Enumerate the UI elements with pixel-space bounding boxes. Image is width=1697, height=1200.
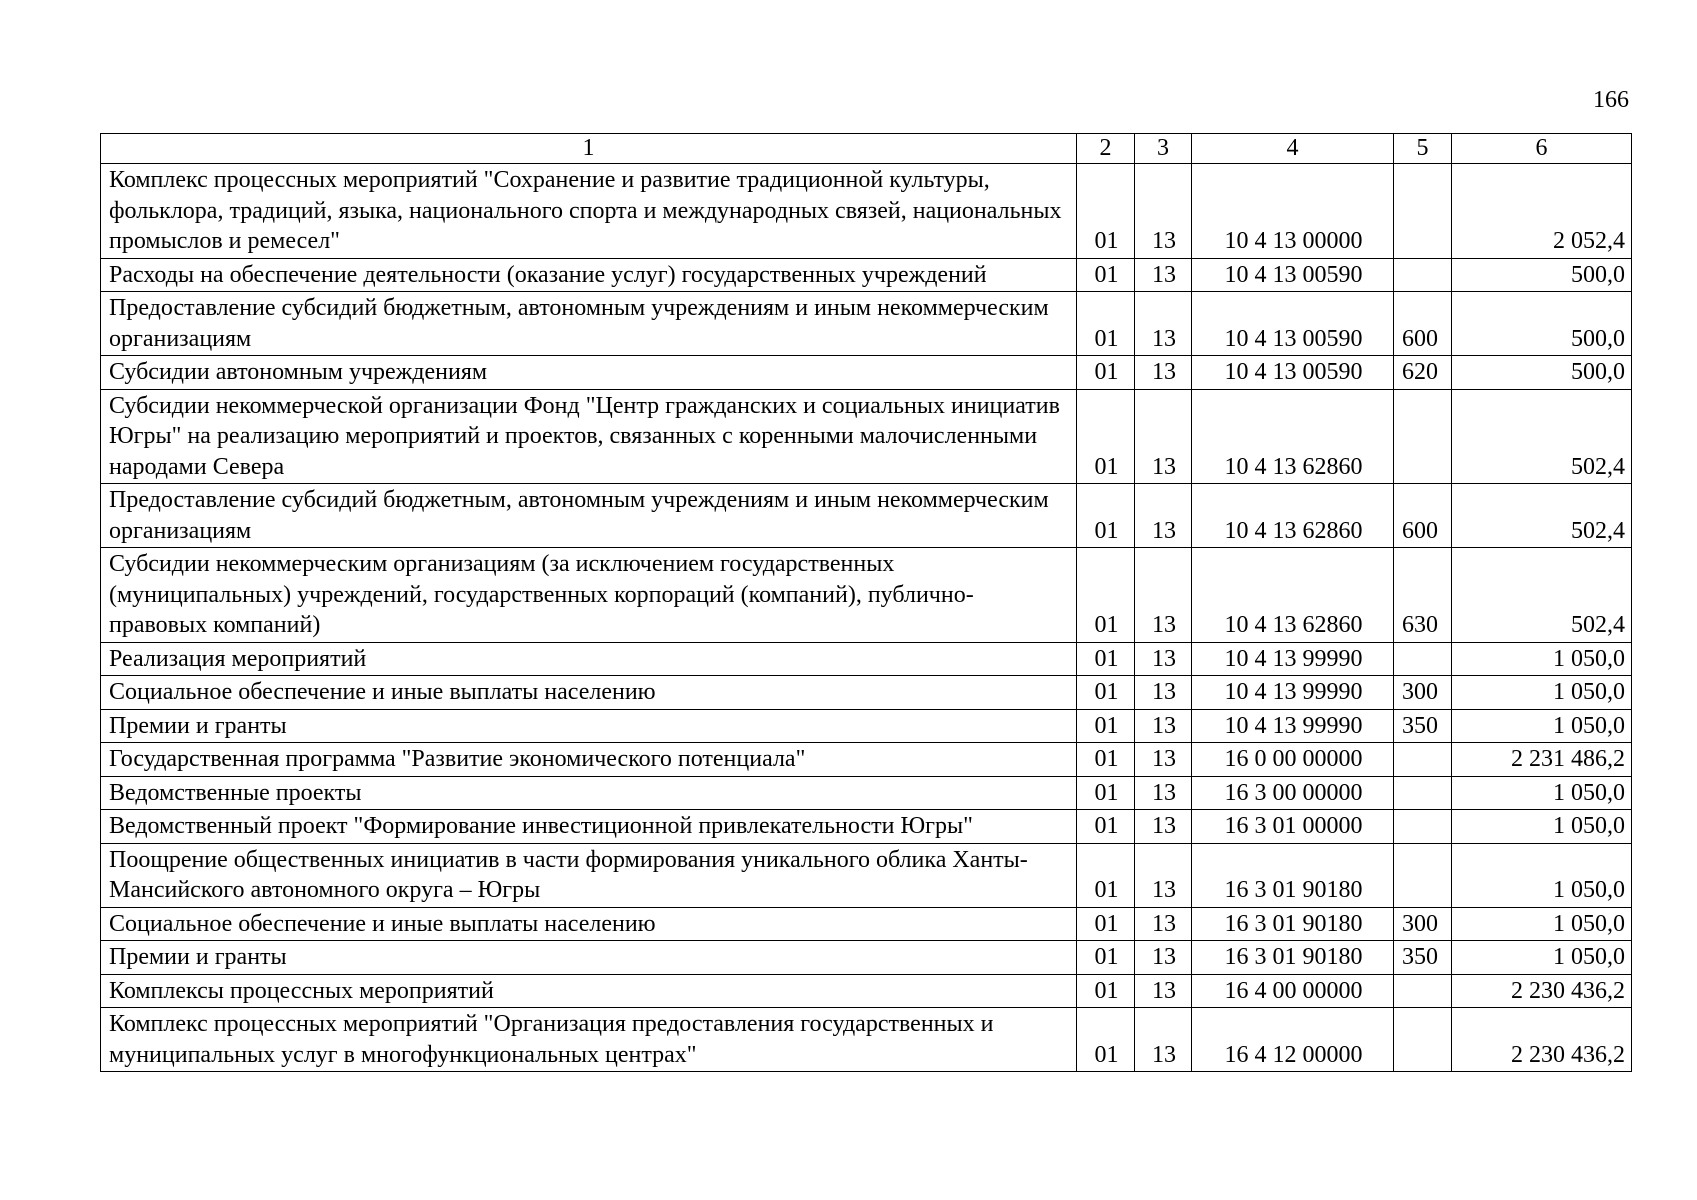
row-expense-type-cell: 350: [1394, 709, 1452, 743]
row-expense-type-cell: [1394, 258, 1452, 292]
row-subsection-cell: 13: [1135, 843, 1192, 907]
row-section-cell: 01: [1077, 974, 1135, 1008]
page-number: 166: [1593, 87, 1629, 113]
row-target-article-cell: 10 4 13 99990: [1192, 676, 1394, 710]
row-expense-type-cell: 300: [1394, 907, 1452, 941]
row-subsection-cell: 13: [1135, 484, 1192, 548]
row-subsection-cell: 13: [1135, 743, 1192, 777]
row-amount-cell: 502,4: [1452, 548, 1632, 643]
row-name-cell: Расходы на обеспечение деятельности (оказание услуг) государственных учреждений: [101, 258, 1077, 292]
row-amount-cell: 500,0: [1452, 292, 1632, 356]
row-amount-cell: 1 050,0: [1452, 776, 1632, 810]
row-amount-cell: 500,0: [1452, 258, 1632, 292]
row-section-cell: 01: [1077, 258, 1135, 292]
row-subsection-cell: 13: [1135, 548, 1192, 643]
row-expense-type-cell: 600: [1394, 484, 1452, 548]
row-subsection-cell: 13: [1135, 292, 1192, 356]
header-cell: 1: [101, 134, 1077, 164]
row-expense-type-cell: [1394, 389, 1452, 484]
table-row: [101, 676, 1632, 710]
row-expense-type-cell: [1394, 843, 1452, 907]
budget-table: [100, 133, 1632, 1072]
row-section-cell: 01: [1077, 484, 1135, 548]
row-name-cell: Реализация мероприятий: [101, 642, 1077, 676]
row-target-article-cell: 16 4 12 00000: [1192, 1008, 1394, 1072]
row-amount-cell: 1 050,0: [1452, 941, 1632, 975]
table-row: [101, 743, 1632, 777]
row-target-article-cell: 16 3 00 00000: [1192, 776, 1394, 810]
row-subsection-cell: 13: [1135, 258, 1192, 292]
row-section-cell: 01: [1077, 1008, 1135, 1072]
header-cell: 3: [1135, 134, 1192, 164]
row-target-article-cell: 16 3 01 90180: [1192, 843, 1394, 907]
row-section-cell: 01: [1077, 676, 1135, 710]
table-row: [101, 776, 1632, 810]
table-row: [101, 709, 1632, 743]
table-row: [101, 1008, 1632, 1072]
header-cell: 5: [1394, 134, 1452, 164]
table-row: [101, 941, 1632, 975]
row-amount-cell: 502,4: [1452, 484, 1632, 548]
row-amount-cell: 502,4: [1452, 389, 1632, 484]
row-expense-type-cell: [1394, 642, 1452, 676]
table-row: [101, 292, 1632, 356]
row-section-cell: 01: [1077, 709, 1135, 743]
table-row: [101, 548, 1632, 643]
row-section-cell: 01: [1077, 743, 1135, 777]
row-amount-cell: 2 230 436,2: [1452, 974, 1632, 1008]
row-amount-cell: 2 230 436,2: [1452, 1008, 1632, 1072]
table-body: [101, 164, 1632, 1072]
row-section-cell: 01: [1077, 810, 1135, 844]
table-row: [101, 356, 1632, 390]
row-subsection-cell: 13: [1135, 709, 1192, 743]
table-header-row: [101, 134, 1632, 164]
row-amount-cell: 1 050,0: [1452, 709, 1632, 743]
row-target-article-cell: 16 3 01 90180: [1192, 941, 1394, 975]
row-name-cell: Государственная программа "Развитие экономического потенциала": [101, 743, 1077, 777]
row-subsection-cell: 13: [1135, 356, 1192, 390]
row-expense-type-cell: [1394, 776, 1452, 810]
table-row: [101, 642, 1632, 676]
row-section-cell: 01: [1077, 776, 1135, 810]
row-target-article-cell: 10 4 13 99990: [1192, 642, 1394, 676]
row-expense-type-cell: [1394, 810, 1452, 844]
row-name-cell: Социальное обеспечение и иные выплаты населению: [101, 676, 1077, 710]
row-name-cell: Ведомственные проекты: [101, 776, 1077, 810]
row-target-article-cell: 10 4 13 00590: [1192, 356, 1394, 390]
row-section-cell: 01: [1077, 907, 1135, 941]
row-amount-cell: 1 050,0: [1452, 907, 1632, 941]
row-expense-type-cell: [1394, 743, 1452, 777]
row-name-cell: Предоставление субсидий бюджетным, автономным учреждениям и иным некоммерческим организациям: [101, 292, 1077, 356]
row-subsection-cell: 13: [1135, 907, 1192, 941]
row-section-cell: 01: [1077, 356, 1135, 390]
row-target-article-cell: 16 4 00 00000: [1192, 974, 1394, 1008]
table-row: [101, 389, 1632, 484]
row-section-cell: 01: [1077, 642, 1135, 676]
table-row: [101, 484, 1632, 548]
row-amount-cell: 500,0: [1452, 356, 1632, 390]
row-subsection-cell: 13: [1135, 642, 1192, 676]
row-amount-cell: 1 050,0: [1452, 676, 1632, 710]
row-name-cell: Комплекс процессных мероприятий "Сохранение и развитие традиционной культуры, фольклора, традиций, языка, национального спорта и международных связей, национальных промыслов и ремесел": [101, 164, 1077, 259]
row-section-cell: 01: [1077, 843, 1135, 907]
row-target-article-cell: 10 4 13 62860: [1192, 548, 1394, 643]
row-subsection-cell: 13: [1135, 776, 1192, 810]
row-name-cell: Поощрение общественных инициатив в части формирования уникального облика Ханты-Мансийского автономного округа – Югры: [101, 843, 1077, 907]
row-target-article-cell: 10 4 13 00590: [1192, 292, 1394, 356]
row-name-cell: Субсидии некоммерческим организациям (за исключением государственных (муниципальных) учреждений, государственных корпораций (компаний), публично-правовых компаний): [101, 548, 1077, 643]
row-target-article-cell: 10 4 13 62860: [1192, 389, 1394, 484]
row-expense-type-cell: 620: [1394, 356, 1452, 390]
row-name-cell: Ведомственный проект "Формирование инвестиционной привлекательности Югры": [101, 810, 1077, 844]
row-subsection-cell: 13: [1135, 1008, 1192, 1072]
row-target-article-cell: 10 4 13 00000: [1192, 164, 1394, 259]
row-expense-type-cell: 600: [1394, 292, 1452, 356]
row-amount-cell: 2 052,4: [1452, 164, 1632, 259]
row-target-article-cell: 16 0 00 00000: [1192, 743, 1394, 777]
row-subsection-cell: 13: [1135, 676, 1192, 710]
row-subsection-cell: 13: [1135, 974, 1192, 1008]
row-expense-type-cell: 630: [1394, 548, 1452, 643]
table-row: [101, 843, 1632, 907]
row-section-cell: 01: [1077, 389, 1135, 484]
row-target-article-cell: 10 4 13 62860: [1192, 484, 1394, 548]
header-cell: 6: [1452, 134, 1632, 164]
row-name-cell: Премии и гранты: [101, 709, 1077, 743]
row-section-cell: 01: [1077, 164, 1135, 259]
row-amount-cell: 2 231 486,2: [1452, 743, 1632, 777]
row-name-cell: Социальное обеспечение и иные выплаты населению: [101, 907, 1077, 941]
row-subsection-cell: 13: [1135, 810, 1192, 844]
table-row: [101, 974, 1632, 1008]
header-cell: 2: [1077, 134, 1135, 164]
header-cell: 4: [1192, 134, 1394, 164]
row-amount-cell: 1 050,0: [1452, 810, 1632, 844]
row-name-cell: Премии и гранты: [101, 941, 1077, 975]
row-amount-cell: 1 050,0: [1452, 843, 1632, 907]
row-section-cell: 01: [1077, 941, 1135, 975]
row-subsection-cell: 13: [1135, 941, 1192, 975]
row-name-cell: Субсидии автономным учреждениям: [101, 356, 1077, 390]
row-name-cell: Комплексы процессных мероприятий: [101, 974, 1077, 1008]
row-name-cell: Комплекс процессных мероприятий "Организация предоставления государственных и муниципальных услуг в многофункциональных центрах": [101, 1008, 1077, 1072]
row-target-article-cell: 16 3 01 00000: [1192, 810, 1394, 844]
row-section-cell: 01: [1077, 548, 1135, 643]
row-name-cell: Субсидии некоммерческой организации Фонд "Центр гражданских и социальных инициатив Югры" на реализацию мероприятий и проектов, связанных с коренными малочисленными народами Севера: [101, 389, 1077, 484]
row-expense-type-cell: 300: [1394, 676, 1452, 710]
row-subsection-cell: 13: [1135, 389, 1192, 484]
row-expense-type-cell: [1394, 1008, 1452, 1072]
row-expense-type-cell: [1394, 164, 1452, 259]
table-row: [101, 164, 1632, 259]
row-subsection-cell: 13: [1135, 164, 1192, 259]
table-row: [101, 258, 1632, 292]
row-target-article-cell: 10 4 13 99990: [1192, 709, 1394, 743]
table-row: [101, 907, 1632, 941]
row-amount-cell: 1 050,0: [1452, 642, 1632, 676]
row-expense-type-cell: [1394, 974, 1452, 1008]
row-expense-type-cell: 350: [1394, 941, 1452, 975]
row-target-article-cell: 16 3 01 90180: [1192, 907, 1394, 941]
table-row: [101, 810, 1632, 844]
row-target-article-cell: 10 4 13 00590: [1192, 258, 1394, 292]
row-name-cell: Предоставление субсидий бюджетным, автономным учреждениям и иным некоммерческим организациям: [101, 484, 1077, 548]
row-section-cell: 01: [1077, 292, 1135, 356]
